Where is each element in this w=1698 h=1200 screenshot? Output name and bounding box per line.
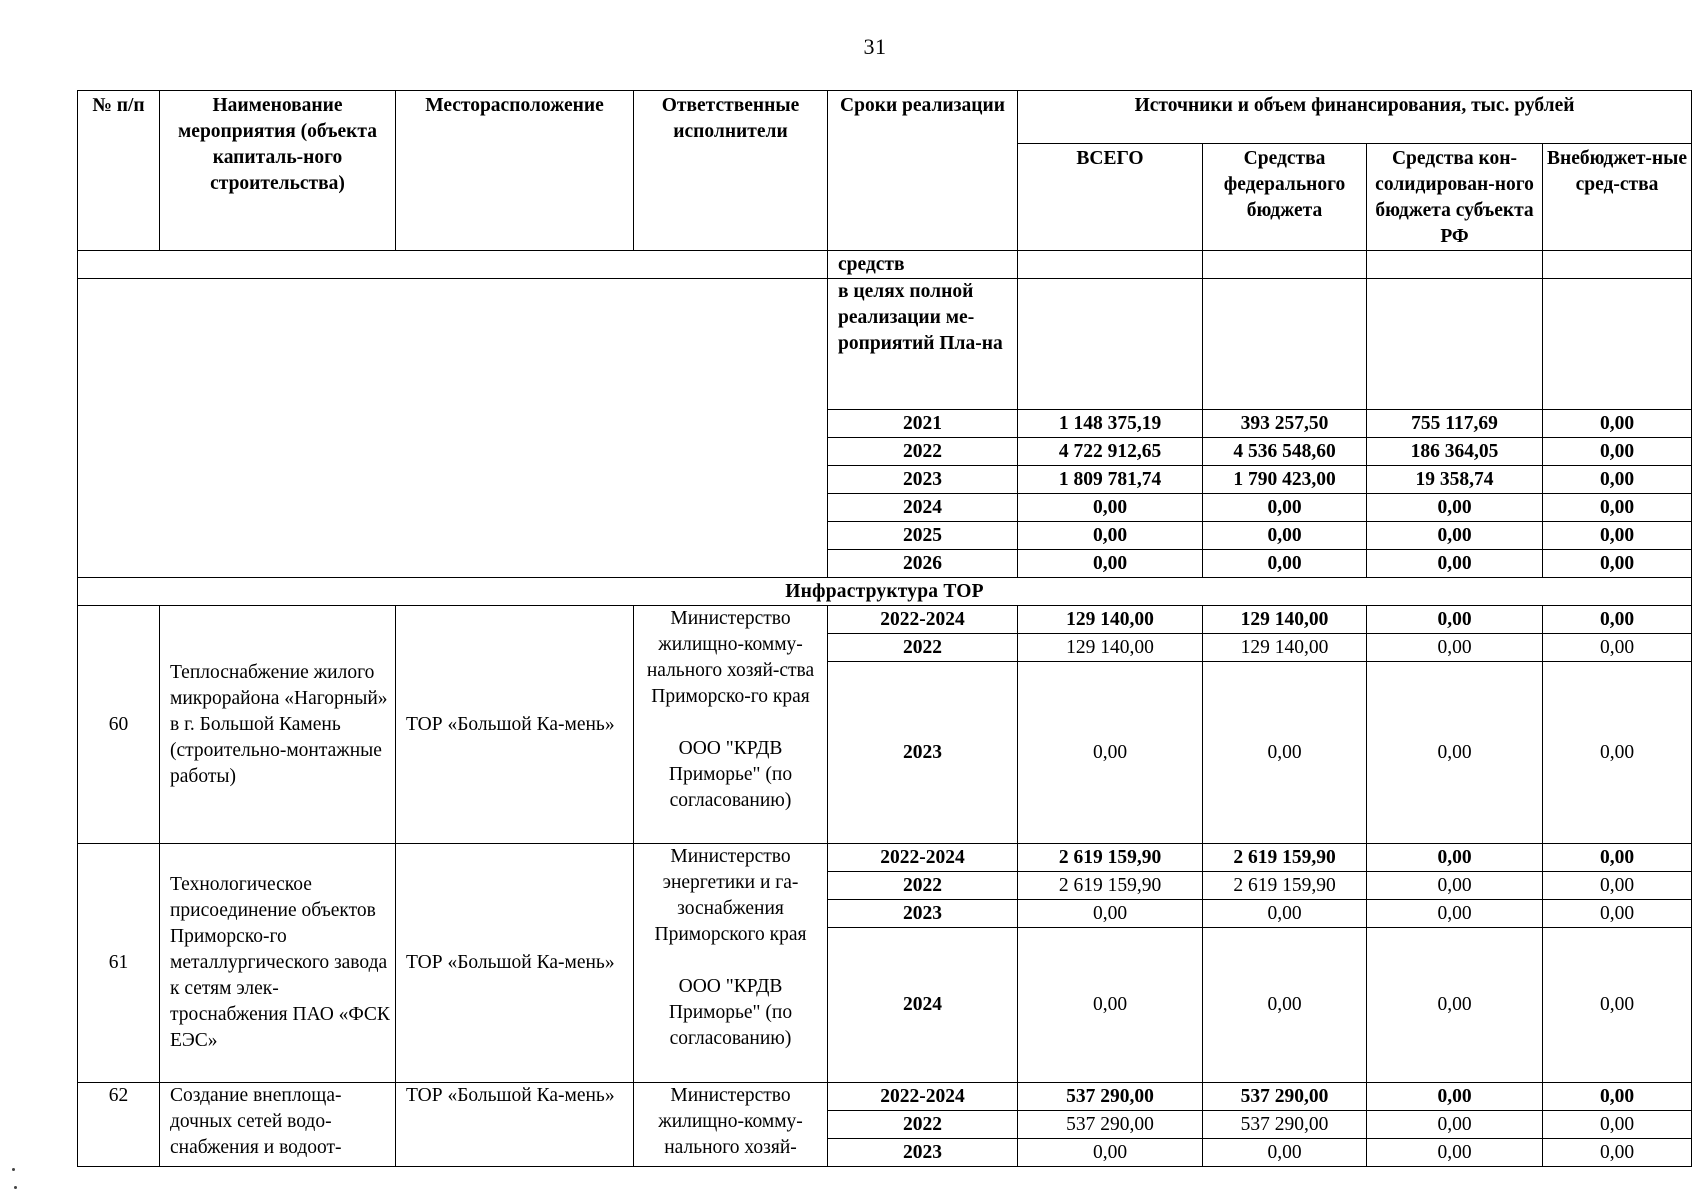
federal-cell: 1 790 423,00 (1203, 466, 1367, 494)
scan-speck (12, 1168, 15, 1171)
total-cell: 0,00 (1018, 662, 1203, 844)
header-num: № п/п (78, 91, 160, 251)
year-cell: 2022 (828, 438, 1018, 466)
carryover-row (78, 251, 1692, 279)
scan-speck (14, 1186, 17, 1189)
period-cell: 2024 (828, 928, 1018, 1083)
period-cell: 2022-2024 (828, 1083, 1018, 1111)
regional-cell: 0,00 (1367, 606, 1543, 634)
total-cell: 0,00 (1018, 550, 1203, 578)
item-location: ТОР «Большой Ка-мень» (396, 844, 634, 1083)
federal-cell: 0,00 (1203, 522, 1367, 550)
period-cell: 2022 (828, 872, 1018, 900)
extra-cell: 0,00 (1543, 900, 1692, 928)
extra-cell: 0,00 (1543, 1139, 1692, 1167)
item-row (78, 844, 1692, 872)
item-name: Технологическое присоединение объектов Приморско-го металлургического завода к сетям элек-троснабжения ПАО «ФСК ЕЭС» (160, 844, 396, 1083)
header-federal: Средства федерального бюджета (1203, 144, 1367, 251)
page-number: 31 (863, 34, 887, 59)
header-total: ВСЕГО (1018, 144, 1203, 251)
year-cell: 2026 (828, 550, 1018, 578)
total-cell: 0,00 (1018, 522, 1203, 550)
federal-cell: 537 290,00 (1203, 1083, 1367, 1111)
regional-cell: 0,00 (1367, 1083, 1543, 1111)
header-dates: Сроки реализации (828, 91, 1018, 251)
regional-cell: 0,00 (1367, 1139, 1543, 1167)
header-funding: Источники и объем финансирования, тыс. рублей (1018, 91, 1692, 144)
extra-cell: 0,00 (1543, 1083, 1692, 1111)
federal-cell: 0,00 (1203, 550, 1367, 578)
total-cell: 2 619 159,90 (1018, 872, 1203, 900)
federal-cell: 4 536 548,60 (1203, 438, 1367, 466)
header-name: Наименование мероприятия (объекта капиталь-ного строительства) (160, 91, 396, 251)
extra-cell: 0,00 (1543, 466, 1692, 494)
total-cell: 0,00 (1018, 494, 1203, 522)
regional-cell: 0,00 (1367, 900, 1543, 928)
item-location: ТОР «Большой Ка-мень» (396, 606, 634, 844)
federal-cell: 129 140,00 (1203, 634, 1367, 662)
item-name: Создание внеплоща-дочных сетей водо-снабжения и водоот- (160, 1083, 396, 1167)
extra-cell: 0,00 (1543, 606, 1692, 634)
total-cell: 0,00 (1018, 900, 1203, 928)
total-cell: 0,00 (1018, 1139, 1203, 1167)
federal-cell: 0,00 (1203, 900, 1367, 928)
total-cell: 1 148 375,19 (1018, 410, 1203, 438)
extra-cell: 0,00 (1543, 438, 1692, 466)
period-cell: 2023 (828, 662, 1018, 844)
funding-table (77, 90, 1692, 1167)
carryover-row (78, 279, 1692, 410)
extra-cell: 0,00 (1543, 662, 1692, 844)
item-name: Теплоснабжение жилого микрорайона «Нагорный» в г. Большой Камень (строительно-монтажные работы) (160, 606, 396, 844)
regional-cell: 0,00 (1367, 928, 1543, 1083)
federal-cell: 0,00 (1203, 494, 1367, 522)
federal-cell: 0,00 (1203, 662, 1367, 844)
federal-cell: 2 619 159,90 (1203, 844, 1367, 872)
year-cell: 2025 (828, 522, 1018, 550)
carryover-label-2: в целях полной реализации ме-роприятий Пла-на (828, 279, 1018, 410)
federal-cell: 0,00 (1203, 928, 1367, 1083)
regional-cell: 0,00 (1367, 494, 1543, 522)
item-executors: Министерство жилищно-комму-нального хозяй-ства Приморско-го края ООО "КРДВ Приморье" (по согласованию) (634, 606, 828, 844)
extra-cell: 0,00 (1543, 844, 1692, 872)
header-location: Месторасположение (396, 91, 634, 251)
header-regional: Средства кон-солидирован-ного бюджета субъекта РФ (1367, 144, 1543, 251)
year-cell: 2024 (828, 494, 1018, 522)
year-cell: 2021 (828, 410, 1018, 438)
item-row (78, 1083, 1692, 1111)
item-num: 61 (78, 844, 160, 1083)
extra-cell: 0,00 (1543, 410, 1692, 438)
item-num: 60 (78, 606, 160, 844)
extra-cell: 0,00 (1543, 494, 1692, 522)
federal-cell: 0,00 (1203, 1139, 1367, 1167)
period-cell: 2022 (828, 634, 1018, 662)
header-extra: Внебюджет-ные сред-ства (1543, 144, 1692, 251)
header-row (78, 91, 1692, 144)
federal-cell: 129 140,00 (1203, 606, 1367, 634)
period-cell: 2022-2024 (828, 606, 1018, 634)
item-executors: Министерство энергетики и га-зоснабжения Приморского края ООО "КРДВ Приморье" (по согласованию) (634, 844, 828, 1083)
regional-cell: 0,00 (1367, 1111, 1543, 1139)
total-cell: 129 140,00 (1018, 606, 1203, 634)
regional-cell: 0,00 (1367, 662, 1543, 844)
year-cell: 2023 (828, 466, 1018, 494)
regional-cell: 0,00 (1367, 550, 1543, 578)
extra-cell: 0,00 (1543, 634, 1692, 662)
regional-cell: 0,00 (1367, 634, 1543, 662)
total-cell: 4 722 912,65 (1018, 438, 1203, 466)
federal-cell: 2 619 159,90 (1203, 872, 1367, 900)
total-cell: 2 619 159,90 (1018, 844, 1203, 872)
federal-cell: 537 290,00 (1203, 1111, 1367, 1139)
regional-cell: 755 117,69 (1367, 410, 1543, 438)
federal-cell: 393 257,50 (1203, 410, 1367, 438)
item-location: ТОР «Большой Ка-мень» (396, 1083, 634, 1167)
regional-cell: 0,00 (1367, 522, 1543, 550)
total-cell: 537 290,00 (1018, 1083, 1203, 1111)
extra-cell: 0,00 (1543, 522, 1692, 550)
period-cell: 2022-2024 (828, 844, 1018, 872)
period-cell: 2023 (828, 1139, 1018, 1167)
period-cell: 2022 (828, 1111, 1018, 1139)
item-row (78, 606, 1692, 634)
extra-cell: 0,00 (1543, 872, 1692, 900)
total-cell: 1 809 781,74 (1018, 466, 1203, 494)
regional-cell: 0,00 (1367, 844, 1543, 872)
item-num: 62 (78, 1083, 160, 1167)
total-cell: 0,00 (1018, 928, 1203, 1083)
period-cell: 2023 (828, 900, 1018, 928)
regional-cell: 186 364,05 (1367, 438, 1543, 466)
carryover-label-1: средств (828, 251, 1018, 279)
regional-cell: 19 358,74 (1367, 466, 1543, 494)
extra-cell: 0,00 (1543, 550, 1692, 578)
extra-cell: 0,00 (1543, 1111, 1692, 1139)
total-cell: 129 140,00 (1018, 634, 1203, 662)
total-cell: 537 290,00 (1018, 1111, 1203, 1139)
extra-cell: 0,00 (1543, 928, 1692, 1083)
section-title: Инфраструктура ТОР (78, 578, 1692, 606)
section-row (78, 578, 1692, 606)
item-executors: Министерство жилищно-комму-нального хозяй- (634, 1083, 828, 1167)
header-executors: Ответственные исполнители (634, 91, 828, 251)
regional-cell: 0,00 (1367, 872, 1543, 900)
